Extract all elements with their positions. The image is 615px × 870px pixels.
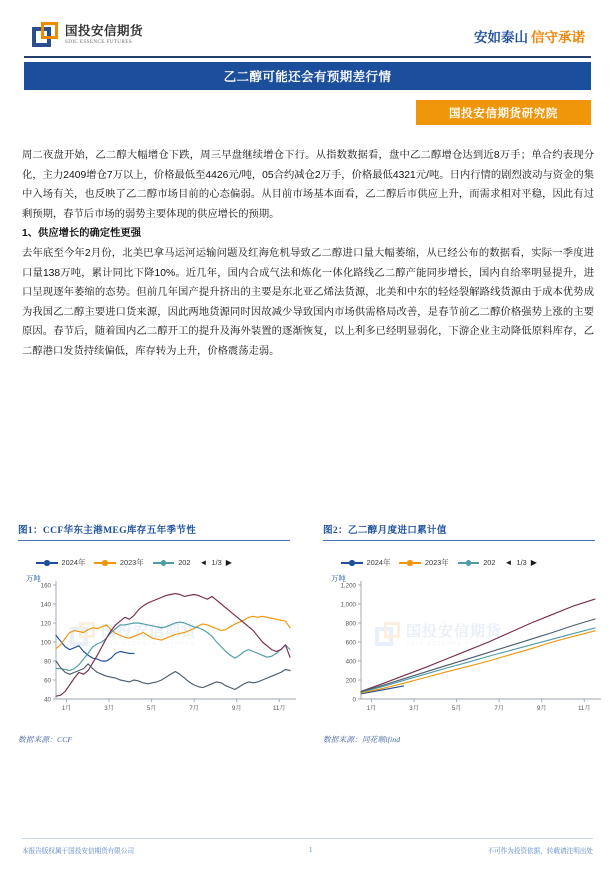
svg-text:200: 200 (345, 677, 356, 685)
svg-text:140: 140 (40, 601, 51, 609)
figure-2-plot (323, 547, 606, 732)
legend-label: 2024年 (366, 558, 391, 568)
svg-text:100: 100 (40, 639, 51, 647)
triangle-right-icon[interactable]: ▶ (530, 557, 537, 567)
footer-copyright: 本报告版权属于国投安信期货有限公司 (22, 848, 135, 855)
company-slogan (474, 26, 585, 46)
svg-text:1,000: 1,000 (340, 601, 356, 609)
svg-text:160: 160 (40, 582, 51, 590)
footer-disclaimer: 不可作为投资依据，转载请注明出处 (487, 848, 593, 855)
figure-1-chart (18, 547, 301, 732)
triangle-left-icon[interactable]: ◄ (504, 557, 513, 567)
pager-count: 1/3 (211, 558, 222, 568)
slogan-part-1: 安如泰山 (474, 30, 528, 45)
svg-text:3月: 3月 (409, 705, 419, 713)
pager-count: 1/3 (516, 558, 527, 568)
svg-text:3月: 3月 (104, 705, 114, 713)
svg-text:5月: 5月 (146, 705, 157, 713)
figure-1-rule (18, 540, 290, 541)
svg-text:800: 800 (345, 620, 356, 628)
footer-page-number: 1 (309, 846, 313, 854)
slogan-part-2: 信守承诺 (531, 30, 585, 45)
svg-text:80: 80 (44, 658, 51, 666)
svg-text:7月: 7月 (189, 705, 199, 713)
watermark-name-cn: 国投安信期货 (406, 622, 503, 640)
legend-label: 202 (483, 558, 496, 568)
svg-text:1月: 1月 (366, 705, 377, 713)
page-footer (22, 845, 593, 855)
svg-text:60: 60 (44, 677, 51, 685)
svg-text:1月: 1月 (61, 705, 72, 713)
legend-label: 202 (178, 558, 191, 568)
figure-1-unit: 万吨 (26, 574, 41, 584)
figure-1-source: 数据来源：CCF (18, 735, 73, 745)
figure-2 (323, 522, 608, 745)
legend-label: 2023年 (119, 558, 144, 568)
figure-1-plot (18, 547, 301, 732)
article-body (22, 146, 594, 362)
company-logo (32, 22, 143, 48)
logo-orange-square-icon (41, 22, 58, 39)
triangle-left-icon[interactable]: ◄ (199, 557, 208, 567)
logo-mark-icon (32, 22, 59, 48)
footer-divider (22, 838, 593, 839)
watermark-name-cn: 国投安信期货 (101, 622, 198, 640)
legend-label: 2023年 (424, 558, 449, 568)
svg-text:5月: 5月 (451, 705, 462, 713)
svg-text:120: 120 (40, 620, 51, 628)
svg-text:9月: 9月 (231, 705, 242, 713)
page-header (0, 0, 615, 56)
svg-text:40: 40 (44, 696, 51, 704)
charts-section (18, 522, 602, 782)
page-title: 乙二醇可能还会有预期差行情 (24, 62, 591, 90)
svg-text:600: 600 (345, 639, 356, 647)
section-heading-1: 1、供应增长的确定性更强 (22, 228, 141, 240)
paragraph-2: 去年底至今年2月份，北美巴拿马运河运输问题及红海危机导致乙二醇进口量大幅萎缩，从已经公布的数据看，实际一季度进口量138万吨，累计同比下降10%。近几年，国内合成气法和炼化一体化路线乙二醇产能同步增长，国内自给率明显提升，进口呈现逐年萎缩的态势。但前几年国产提升挤出的主要是东北亚乙烯法货源，北美和中东的轻烃裂解路线货源由于成本优势成为我国乙二醇主要进口货来源，因此两地货源同时因故减少导致国内市场供需格局改善，是春节前乙二醇价格强势上涨的主要原因。春节后，随着国内乙二醇开工的提升及海外装置的逐渐恢复，以上利多已经明显弱化，下游企业主动降低原料库存，乙二醇港口发货持续偏低，库存转为上升，价格震荡走弱。 (22, 247, 594, 357)
logo-name-cn: 国投安信期货 (65, 24, 144, 39)
figure-2-source: 数据来源：同花顺ifind (323, 735, 401, 745)
figure-2-chart (323, 547, 606, 732)
logo-name-en: SDIC ESSENCE FUTURES (65, 38, 132, 45)
svg-text:0: 0 (352, 696, 356, 704)
department-badge: 国投安信期货研究院 (416, 100, 591, 125)
watermark-name-en: SDIC ESSENCE FUTURES (101, 640, 196, 647)
svg-text:1,200: 1,200 (340, 582, 356, 590)
paragraph-1: 周二夜盘开始，乙二醇大幅增仓下跌，周三早盘继续增仓下行。从指数数据看，盘中乙二醇增仓达到近8万手；单合约表现分化，主力2409增仓7万以上，价格最低至4426元/吨，05合约减仓2万手，价格最低4321元/吨。日内行情的剧烈波动与资金的集中入场有关，也反映了乙二醇市场目前的心态偏弱。从目前市场基本面看，乙二醇后市供应上升，而需求相对平稳，因此有过剩预期，春节后市场的弱势主要体现的供应增长的预期。 (22, 150, 594, 220)
figure-1 (18, 522, 303, 745)
svg-text:9月: 9月 (536, 705, 547, 713)
svg-text:400: 400 (345, 658, 356, 666)
triangle-right-icon[interactable]: ▶ (225, 557, 232, 567)
figure-2-title: 图2：乙二醇月度进口累计值 (323, 525, 447, 536)
figure-1-title: 图1：CCF华东主港MEG库存五年季节性 (18, 525, 197, 536)
svg-text:11月: 11月 (577, 705, 591, 713)
svg-text:7月: 7月 (494, 705, 504, 713)
figure-2-unit: 万吨 (331, 574, 346, 584)
figure-2-rule (323, 540, 595, 541)
svg-text:11月: 11月 (272, 705, 286, 713)
legend-label: 2024年 (61, 558, 86, 568)
header-divider (24, 56, 591, 58)
logo-text (65, 25, 143, 45)
watermark-name-en: SDIC ESSENCE FUTURES (406, 640, 501, 647)
